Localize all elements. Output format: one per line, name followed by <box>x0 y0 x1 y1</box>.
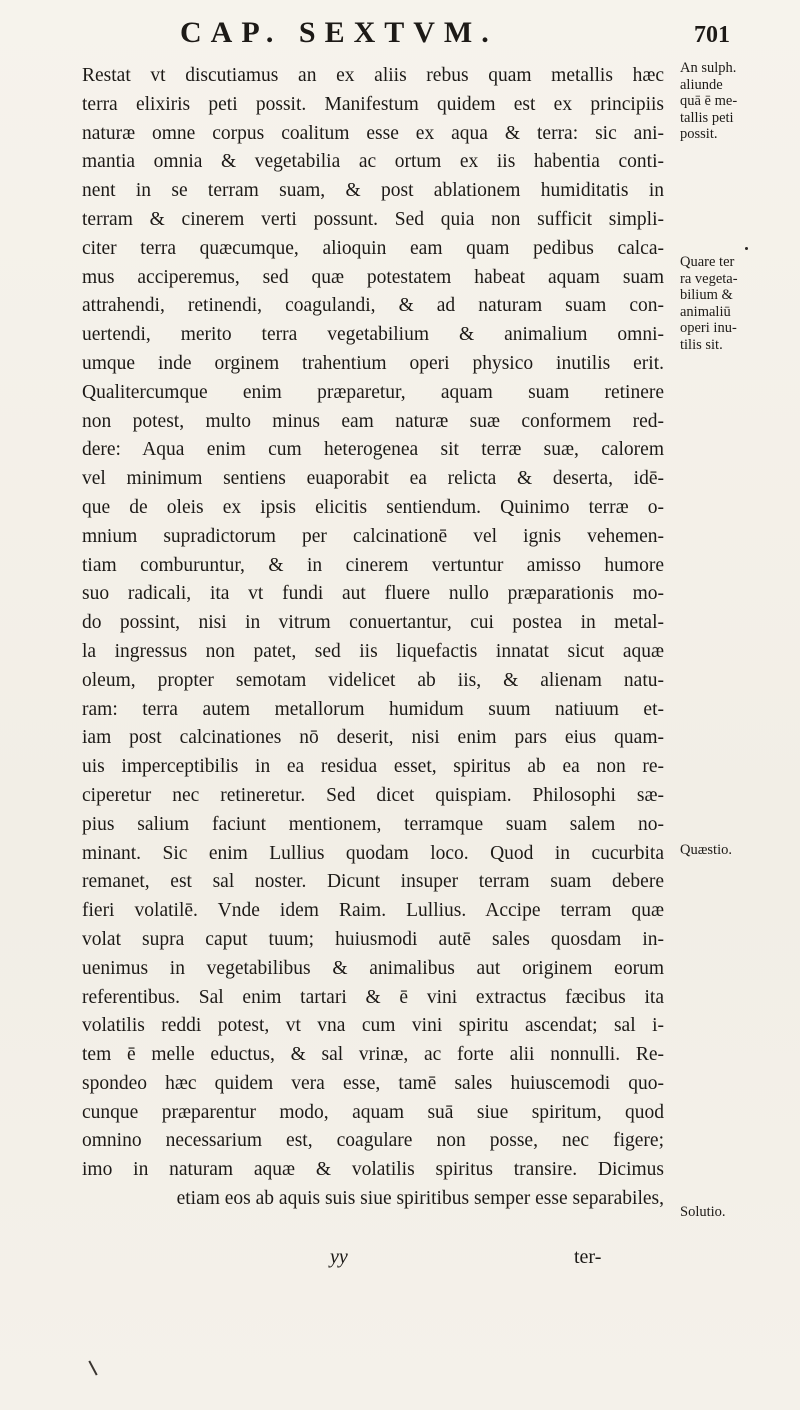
text-line: imo in naturam aquæ & volatilis spiritus transire. Dicimus <box>82 1159 664 1181</box>
margin-note-line: possit. <box>680 126 718 142</box>
text-line: terram & cinerem verti possunt. Sed quia non sufficit simpli- <box>82 208 664 230</box>
text-line: attrahendi, retinendi, coagulandi, & ad naturam suam con- <box>82 295 664 317</box>
text-line: tem ē melle eductus, & sal vrinæ, ac forte alii nonnulli. Re- <box>82 1044 664 1066</box>
text-line: volatilis reddi potest, vt vna cum vini spiritu ascendat; sal i- <box>82 1015 664 1037</box>
margin-note-line: operi inu- <box>680 320 737 336</box>
main-text-block <box>82 62 664 1214</box>
text-line: uis imperceptibilis in ea residua esset, spiritus ab ea non re- <box>82 756 664 778</box>
catchword: ter- <box>574 1246 602 1268</box>
text-line: Qualitercumque enim præparetur, aquam suam retinere <box>82 381 664 403</box>
margin-note-sulphur <box>680 60 796 143</box>
text-line: iam post calcinationes nō deserit, nisi enim pars eius quam- <box>82 727 664 749</box>
page-footer <box>0 1246 800 1276</box>
text-line: remanet, est sal noster. Dicunt insuper terram suam debere <box>82 871 664 893</box>
running-head: CAP. SEXTVM. <box>180 16 498 49</box>
text-line: mus acciperemus, sed quæ potestatem habeat aquam suam <box>82 266 664 288</box>
text-line: minant. Sic enim Lullius quodam loco. Quod in cucurbita <box>82 842 664 864</box>
text-line: pius salium faciunt mentionem, terramque suam salem no- <box>82 813 664 835</box>
text-line: cunque præparentur modo, aquam suā siue spiritum, quod <box>82 1101 664 1123</box>
margin-note-solutio <box>680 1204 796 1221</box>
margin-note-line: Quæstio. <box>680 842 732 858</box>
text-line: fieri volatilē. Vnde idem Raim. Lullius. Accipe terram quæ <box>82 900 664 922</box>
margin-note-line: Quare ter <box>680 254 735 270</box>
text-line: umque inde orginem trahentium operi physico inutilis erit. <box>82 352 664 374</box>
text-line: dere: Aqua enim cum heterogenea sit terræ suæ, calorem <box>82 439 664 461</box>
text-line: oleum, propter semotam videlicet ab iis, & alienam natu- <box>82 669 664 691</box>
text-line: citer terra quæcumque, alioquin eam quam pedibus calca- <box>82 237 664 259</box>
text-line: mnium supradictorum per calcinationē vel ignis vehemen- <box>82 525 664 547</box>
ink-dot <box>745 247 748 250</box>
text-line: vel minimum sentiens euaporabit ea relicta & deserta, idē- <box>82 468 664 490</box>
text-line: ciperetur nec retineretur. Sed dicet quispiam. Philosophi sæ- <box>82 784 664 806</box>
text-line: mantia omnia & vegetabilia ac ortum ex iis habentia conti- <box>82 151 664 173</box>
text-line: nent in se terram suam, & post ablationem humiditatis in <box>82 180 664 202</box>
text-line: naturæ omne corpus coalitum esse ex aqua & terra: sic ani- <box>82 122 664 144</box>
signature-mark: yy <box>330 1246 348 1268</box>
text-line: uenimus in vegetabilibus & animalibus aut originem eorum <box>82 957 664 979</box>
margin-note-line: Solutio. <box>680 1204 726 1220</box>
text-line: suo radicali, ita vt fundi aut fluere nullo præparationis mo- <box>82 583 664 605</box>
text-line: tiam comburuntur, & in cinerem vertuntur amisso humore <box>82 554 664 576</box>
margin-note-line: tallis peti <box>680 109 734 126</box>
stray-ink-mark <box>88 1360 97 1375</box>
text-line: volat supra caput tuum; huiusmodi autē sales quosdam in- <box>82 928 664 950</box>
margin-note-line: bilium & <box>680 287 733 303</box>
text-line: spondeo hæc quidem vera esse, tamē sales huiuscemodi quo- <box>82 1072 664 1094</box>
text-line: Restat vt discutiamus an ex aliis rebus quam metallis hæc <box>82 65 664 86</box>
text-line: terra elixiris peti possit. Manifestum quidem est ex principiis <box>82 93 664 115</box>
text-line: do possint, nisi in vitrum conuertantur, cui postea in metal- <box>82 612 664 634</box>
page-number: 701 <box>694 22 730 48</box>
margin-note-quare <box>680 254 796 353</box>
text-line: ram: terra autem metallorum humidum suum natiuum et- <box>82 698 664 720</box>
margin-note-line: aliunde <box>680 76 723 93</box>
text-line: non potest, multo minus eam naturæ suæ conformem red- <box>82 410 664 432</box>
text-line: uertendi, merito terra vegetabilium & animalium omni- <box>82 324 664 346</box>
text-line: referentibus. Sal enim tartari & ē vini extractus fæcibus ita <box>82 986 664 1008</box>
margin-note-line: An sulph. <box>680 60 737 76</box>
margin-note-line: quā ē me- <box>680 93 738 109</box>
margin-note-line: tilis sit. <box>680 336 723 353</box>
margin-note-quaestio <box>680 842 796 859</box>
margin-note-line: ra vegeta- <box>680 270 738 287</box>
text-line: la ingressus non patet, sed iis liquefactis innatat sicut aquæ <box>82 640 664 662</box>
text-line: que de oleis ex ipsis elicitis sentiendum. Quinimo terræ o- <box>82 496 664 518</box>
margin-note-line: animaliū <box>680 303 731 320</box>
text-line: omnino necessarium est, coagulare non posse, nec figere; <box>82 1130 664 1152</box>
text-line: etiam eos ab aquis suis siue spiritibus semper esse separabiles, <box>176 1188 664 1210</box>
page-header <box>0 12 800 56</box>
